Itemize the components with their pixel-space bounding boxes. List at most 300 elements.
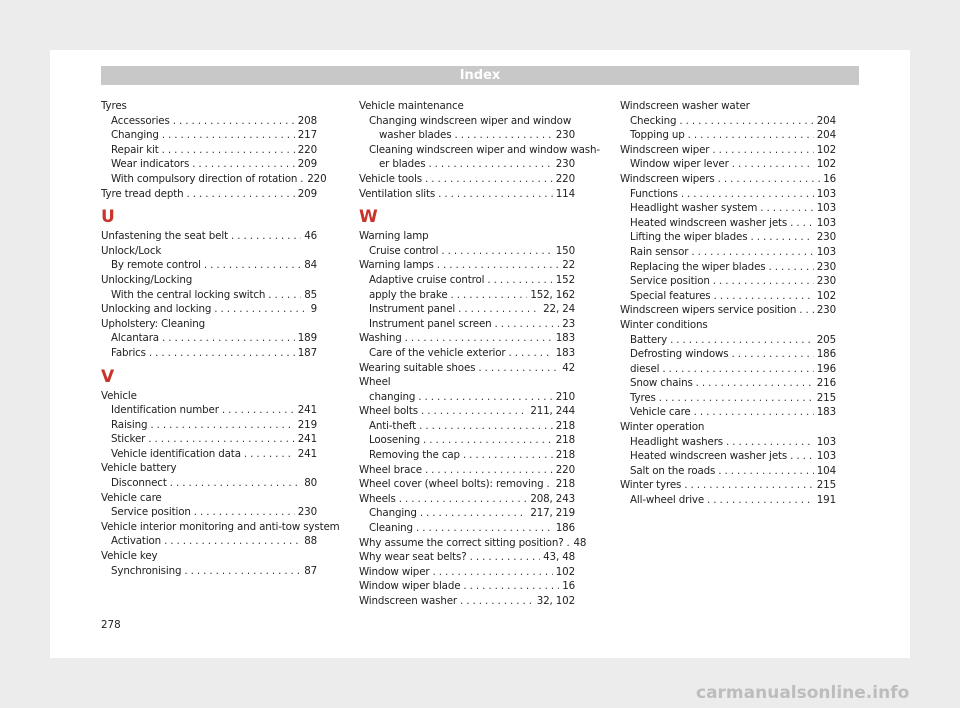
index-entry-term: Battery bbox=[630, 333, 668, 346]
index-entry-term: Changing bbox=[111, 129, 159, 142]
page-title: Index bbox=[101, 66, 859, 85]
index-entry-term: With compulsory direction of rotation bbox=[111, 172, 298, 185]
index-heading: Unlock/Lock bbox=[101, 244, 162, 257]
index-entry bbox=[359, 419, 575, 434]
dot-leader bbox=[405, 331, 553, 346]
index-entry-page: 220 bbox=[555, 172, 575, 185]
dot-leader bbox=[718, 464, 814, 479]
index-entry bbox=[359, 288, 575, 303]
dot-leader bbox=[681, 187, 814, 202]
index-entry-term: er blades bbox=[379, 158, 426, 171]
index-entry-term: Disconnect bbox=[111, 477, 167, 490]
index-entry bbox=[359, 187, 575, 202]
index-entry bbox=[359, 433, 575, 448]
index-entry-term: Accessories bbox=[111, 114, 170, 127]
index-entry-page: 219 bbox=[297, 418, 317, 431]
index-entry-term: Rain sensor bbox=[630, 245, 689, 258]
index-entry-page: 191 bbox=[816, 494, 836, 507]
index-heading: Cleaning windscreen wiper and window wash- bbox=[369, 143, 600, 156]
index-entry-page: 208, 243 bbox=[530, 492, 575, 505]
dot-leader bbox=[726, 435, 814, 450]
index-entry-page: 210 bbox=[555, 390, 575, 403]
index-entry-term: Window wiper lever bbox=[630, 158, 729, 171]
dot-leader bbox=[170, 476, 301, 491]
index-entry-page: 183 bbox=[816, 406, 836, 419]
index-heading: Vehicle maintenance bbox=[359, 100, 464, 112]
index-entry-term: Raising bbox=[111, 418, 148, 431]
index-entry-page: 103 bbox=[816, 245, 836, 258]
index-entry-term: Changing bbox=[369, 507, 417, 520]
index-entry bbox=[359, 157, 575, 172]
index-entry bbox=[620, 216, 836, 231]
index-entry-page: 230 bbox=[816, 275, 836, 288]
dot-leader bbox=[750, 230, 813, 245]
index-entry-page: 152 bbox=[555, 273, 575, 286]
index-entry bbox=[359, 594, 575, 609]
index-entry bbox=[359, 331, 575, 346]
dot-leader bbox=[222, 403, 295, 418]
dot-leader bbox=[732, 347, 814, 362]
dot-leader bbox=[421, 404, 527, 419]
index-entry-term: Windscreen washer bbox=[359, 595, 458, 607]
dot-leader bbox=[714, 289, 814, 304]
index-entry-term: Salt on the roads bbox=[630, 464, 716, 477]
dot-leader bbox=[659, 391, 814, 406]
index-entry-page: 220 bbox=[297, 143, 317, 156]
index-entry-page: 80 bbox=[304, 477, 317, 490]
index-entry-term: Warning lamps bbox=[359, 259, 434, 272]
dot-leader bbox=[184, 564, 301, 579]
index-entry-page: 241 bbox=[297, 433, 317, 446]
index-entry bbox=[101, 128, 317, 143]
dot-leader bbox=[399, 492, 528, 507]
index-letter-heading: U bbox=[101, 207, 115, 228]
dot-leader bbox=[463, 579, 559, 594]
dot-leader bbox=[732, 157, 814, 172]
index-entry bbox=[101, 288, 317, 303]
index-entry-page: 186 bbox=[555, 522, 575, 535]
index-entry-page: 16 bbox=[562, 580, 575, 593]
index-entry-page: 48 bbox=[573, 536, 587, 549]
dot-leader bbox=[150, 418, 294, 433]
index-entry-page: 211, 244 bbox=[530, 405, 575, 418]
index-entry-page: 84 bbox=[304, 259, 317, 272]
index-entry-page: 42 bbox=[562, 361, 575, 374]
index-entry-page: 218 bbox=[555, 449, 575, 462]
dot-leader bbox=[458, 302, 540, 317]
index-heading: Windscreen washer water bbox=[620, 100, 750, 112]
index-heading: Wheel bbox=[359, 376, 391, 389]
index-entry-page: 102 bbox=[816, 158, 836, 171]
index-entry-page: 46 bbox=[304, 230, 317, 243]
index-entry-page: 230 bbox=[297, 506, 317, 519]
index-entry bbox=[359, 128, 575, 143]
index-entry-term: Wear indicators bbox=[111, 158, 190, 171]
dot-leader bbox=[416, 521, 553, 536]
dot-leader bbox=[691, 245, 813, 260]
page-number: 278 bbox=[101, 619, 121, 631]
index-entry-page: 209 bbox=[297, 158, 317, 171]
index-entry-term: Service position bbox=[630, 275, 710, 288]
index-entry bbox=[101, 564, 317, 579]
index-heading: Vehicle care bbox=[101, 491, 162, 504]
index-entry-term: Tyres bbox=[630, 391, 656, 404]
dot-leader bbox=[173, 114, 295, 129]
index-heading: Vehicle battery bbox=[101, 462, 177, 475]
index-entry-page: 216 bbox=[816, 377, 836, 390]
index-entry bbox=[620, 230, 836, 245]
dot-leader bbox=[718, 172, 821, 187]
dot-leader bbox=[423, 433, 553, 448]
index-entry-page: 215 bbox=[816, 479, 836, 492]
dot-leader bbox=[696, 376, 814, 391]
index-entry-page: 103 bbox=[816, 216, 836, 229]
index-entry bbox=[101, 302, 317, 317]
index-entry-term: Care of the vehicle exterior bbox=[369, 346, 506, 359]
dot-leader bbox=[768, 260, 813, 275]
index-entry-page: 183 bbox=[555, 346, 575, 359]
index-entry-page: 220 bbox=[307, 172, 327, 185]
index-heading: Unlocking/Locking bbox=[101, 273, 193, 286]
index-entry bbox=[101, 258, 317, 273]
dot-leader bbox=[790, 216, 814, 231]
index-entry-term: Vehicle tools bbox=[359, 172, 423, 185]
index-entry-term: Unfastening the seat belt bbox=[101, 230, 228, 243]
dot-leader bbox=[244, 447, 295, 462]
index-entry bbox=[620, 289, 836, 304]
index-entry-term: Loosening bbox=[369, 434, 420, 447]
index-entry-term: Ventilation slits bbox=[359, 187, 436, 200]
dot-leader bbox=[799, 303, 814, 318]
index-entry-term: Removing the cap bbox=[369, 449, 460, 462]
index-entry-term: Functions bbox=[630, 187, 678, 200]
index-entry bbox=[359, 550, 575, 565]
index-entry-term: Windscreen wipers service position bbox=[620, 304, 797, 317]
dot-leader bbox=[438, 187, 553, 202]
index-entry bbox=[101, 157, 317, 172]
index-entry bbox=[101, 346, 317, 361]
index-entry-page: 218 bbox=[555, 419, 575, 432]
index-entry-term: Synchronising bbox=[111, 564, 182, 577]
dot-leader bbox=[231, 229, 301, 244]
index-entry bbox=[101, 447, 317, 462]
index-entry-term: Replacing the wiper blades bbox=[630, 260, 766, 273]
index-entry bbox=[359, 448, 575, 463]
index-entry-page: 102 bbox=[816, 289, 836, 302]
index-heading: Upholstery: Cleaning bbox=[101, 317, 205, 330]
index-entry bbox=[359, 404, 575, 419]
dot-leader bbox=[432, 565, 552, 580]
index-entry-term: Wheel cover (wheel bolts): removing bbox=[359, 478, 544, 491]
index-entry-page: 189 bbox=[297, 332, 317, 345]
index-entry bbox=[359, 244, 575, 259]
index-entry-term: apply the brake bbox=[369, 288, 448, 301]
index-entry bbox=[620, 172, 836, 187]
index-entry-page: 22 bbox=[562, 259, 575, 272]
dot-leader bbox=[162, 128, 295, 143]
index-entry bbox=[620, 260, 836, 275]
index-entry-term: Alcantara bbox=[111, 332, 159, 345]
index-entry bbox=[359, 172, 575, 187]
index-entry-term: Why assume the correct sitting position? bbox=[359, 536, 564, 549]
index-entry bbox=[359, 361, 575, 376]
dot-leader bbox=[300, 172, 304, 187]
index-entry-term: Activation bbox=[111, 535, 162, 548]
index-entry-term: Heated windscreen washer jets bbox=[630, 216, 788, 229]
index-entry bbox=[101, 432, 317, 447]
index-entry bbox=[359, 565, 575, 580]
index-entry bbox=[101, 476, 317, 491]
dot-leader bbox=[441, 244, 552, 259]
dot-leader bbox=[268, 288, 301, 303]
index-entry-term: Fabrics bbox=[111, 346, 146, 359]
index-entry-term: Identification number bbox=[111, 404, 219, 417]
index-entry-term: Wearing suitable shoes bbox=[359, 361, 476, 374]
index-entry bbox=[359, 521, 575, 536]
index-column-2 bbox=[359, 99, 600, 609]
index-entry-page: 208 bbox=[297, 114, 317, 127]
index-entry-page: 88 bbox=[304, 535, 317, 548]
index-entry-term: washer blades bbox=[379, 129, 452, 142]
index-entry bbox=[620, 143, 836, 158]
index-heading: Warning lamp bbox=[359, 230, 429, 243]
index-heading: Winter conditions bbox=[620, 318, 708, 331]
index-entry-term: Wheel bolts bbox=[359, 405, 418, 418]
index-entry-page: 187 bbox=[297, 346, 317, 359]
index-entry-page: 220 bbox=[555, 463, 575, 476]
dot-leader bbox=[707, 493, 814, 508]
index-entry-term: Special features bbox=[630, 289, 711, 302]
index-entry-term: Sticker bbox=[111, 433, 146, 446]
index-entry-term: Snow chains bbox=[630, 377, 693, 390]
dot-leader bbox=[508, 346, 552, 361]
dot-leader bbox=[164, 534, 301, 549]
index-entry bbox=[359, 477, 575, 492]
index-entry bbox=[620, 303, 836, 318]
index-heading: Vehicle interior monitoring and anti-tow system bbox=[101, 520, 340, 533]
index-entry bbox=[620, 114, 836, 129]
index-entry-page: 102 bbox=[555, 565, 575, 578]
index-entry bbox=[101, 418, 317, 433]
index-column-1 bbox=[101, 99, 340, 578]
index-entry bbox=[620, 376, 836, 391]
index-entry-page: 85 bbox=[304, 288, 317, 301]
index-entry-term: Wheel brace bbox=[359, 463, 422, 476]
dot-leader bbox=[679, 114, 813, 129]
index-entry-page: 186 bbox=[816, 348, 836, 361]
dot-leader bbox=[148, 432, 295, 447]
index-entry bbox=[101, 534, 317, 549]
index-entry bbox=[620, 449, 836, 464]
index-entry bbox=[359, 536, 587, 551]
watermark: carmanualsonline.info bbox=[696, 683, 910, 703]
index-entry-term: Washing bbox=[359, 332, 402, 345]
index-entry-term: Repair kit bbox=[111, 143, 159, 156]
index-entry-term: Why wear seat belts? bbox=[359, 551, 467, 564]
index-entry-term: Windscreen wiper bbox=[620, 143, 710, 156]
index-entry-term: Instrument panel bbox=[369, 303, 456, 316]
index-entry-term: Lifting the wiper blades bbox=[630, 231, 748, 244]
dot-leader bbox=[437, 258, 559, 273]
index-entry bbox=[101, 403, 317, 418]
index-entry-term: Window wiper bbox=[359, 565, 430, 578]
dot-leader bbox=[684, 478, 814, 493]
index-entry-page: 102 bbox=[816, 143, 836, 156]
index-entry bbox=[620, 391, 836, 406]
dot-leader bbox=[425, 172, 553, 187]
index-entry-term: Topping up bbox=[630, 129, 685, 142]
dot-leader bbox=[425, 463, 553, 478]
index-entry bbox=[620, 435, 836, 450]
index-heading: Vehicle key bbox=[101, 550, 158, 563]
index-entry-page: 103 bbox=[816, 435, 836, 448]
index-entry-page: 218 bbox=[555, 434, 575, 447]
index-entry-term: Unlocking and locking bbox=[101, 303, 212, 316]
index-entry-term: Headlight washer system bbox=[630, 202, 758, 215]
index-entry-term: Vehicle identification data bbox=[111, 447, 241, 460]
index-entry-term: By remote control bbox=[111, 259, 201, 272]
index-entry bbox=[620, 201, 836, 216]
index-entry-term: Vehicle care bbox=[630, 406, 691, 419]
index-entry bbox=[359, 258, 575, 273]
index-entry bbox=[359, 317, 575, 332]
index-entry-page: 23 bbox=[562, 317, 575, 330]
index-entry-term: Tyre tread depth bbox=[101, 187, 184, 200]
index-entry-page: 230 bbox=[816, 304, 836, 317]
index-entry-term: Checking bbox=[630, 114, 677, 127]
index-entry-page: 150 bbox=[555, 244, 575, 257]
index-entry-term: Windscreen wipers bbox=[620, 172, 715, 185]
index-entry bbox=[359, 492, 575, 507]
index-entry bbox=[359, 346, 575, 361]
dot-leader bbox=[186, 187, 294, 202]
dot-leader bbox=[460, 594, 534, 609]
dot-leader bbox=[546, 477, 552, 492]
index-entry bbox=[620, 245, 836, 260]
index-entry-page: 87 bbox=[304, 564, 317, 577]
index-entry-term: Winter tyres bbox=[620, 479, 682, 492]
index-entry-page: 230 bbox=[816, 231, 836, 244]
index-entry-term: Instrument panel screen bbox=[369, 317, 492, 330]
index-entry-page: 209 bbox=[297, 187, 317, 200]
index-entry bbox=[359, 579, 575, 594]
index-entry-page: 205 bbox=[816, 333, 836, 346]
dot-leader bbox=[204, 258, 301, 273]
index-entry-term: diesel bbox=[630, 362, 660, 375]
dot-leader bbox=[149, 346, 295, 361]
dot-leader bbox=[428, 157, 552, 172]
index-entry-page: 103 bbox=[816, 202, 836, 215]
index-entry bbox=[101, 331, 317, 346]
index-entry-page: 103 bbox=[816, 450, 836, 463]
index-entry-page: 230 bbox=[555, 129, 575, 142]
index-letter-heading: W bbox=[359, 207, 378, 228]
index-entry-page: 22, 24 bbox=[543, 303, 575, 316]
dot-leader bbox=[688, 128, 814, 143]
index-entry bbox=[620, 362, 836, 377]
index-entry-term: changing bbox=[369, 390, 416, 403]
index-entry-page: 241 bbox=[297, 447, 317, 460]
index-entry bbox=[359, 302, 575, 317]
dot-leader bbox=[478, 361, 559, 376]
index-entry bbox=[620, 274, 836, 289]
index-entry bbox=[620, 128, 836, 143]
dot-leader bbox=[194, 505, 295, 520]
index-entry-term: Cleaning bbox=[369, 522, 413, 535]
index-entry bbox=[101, 505, 317, 520]
index-entry bbox=[620, 493, 836, 508]
index-entry-term: Heated windscreen washer jets bbox=[630, 450, 788, 463]
dot-leader bbox=[470, 550, 541, 565]
dot-leader bbox=[760, 201, 814, 216]
index-entry-page: 217 bbox=[297, 129, 317, 142]
dot-leader bbox=[419, 419, 553, 434]
index-entry-page: 230 bbox=[555, 158, 575, 171]
index-entry-page: 196 bbox=[816, 362, 836, 375]
dot-leader bbox=[713, 274, 814, 289]
index-entry-term: Adaptive cruise control bbox=[369, 273, 485, 286]
dot-leader bbox=[162, 331, 295, 346]
dot-leader bbox=[670, 333, 814, 348]
index-entry bbox=[620, 464, 836, 479]
index-entry-page: 230 bbox=[816, 260, 836, 273]
index-letter-heading: V bbox=[101, 366, 115, 387]
index-heading: Winter operation bbox=[620, 421, 705, 434]
index-entry-term: All-wheel drive bbox=[630, 494, 705, 507]
dot-leader bbox=[451, 288, 528, 303]
index-entry bbox=[620, 333, 836, 348]
index-entry-term: Service position bbox=[111, 506, 191, 519]
index-entry-page: 9 bbox=[310, 303, 317, 316]
index-heading: Changing windscreen wiper and window bbox=[369, 114, 572, 127]
index-entry-page: 152, 162 bbox=[530, 288, 575, 301]
dot-leader bbox=[712, 143, 813, 158]
index-entry bbox=[620, 347, 836, 362]
dot-leader bbox=[454, 128, 552, 143]
index-entry-page: 32, 102 bbox=[536, 595, 575, 607]
index-entry bbox=[359, 390, 575, 405]
dot-leader bbox=[192, 157, 295, 172]
index-entry bbox=[620, 405, 836, 420]
index-entry-term: Defrosting windows bbox=[630, 348, 729, 361]
index-entry-term: Anti-theft bbox=[369, 419, 417, 432]
index-heading: Vehicle bbox=[101, 389, 137, 402]
index-entry bbox=[620, 187, 836, 202]
index-entry-term: Headlight washers bbox=[630, 435, 724, 448]
index-entry-page: 204 bbox=[816, 114, 836, 127]
index-entry bbox=[101, 114, 317, 129]
dot-leader bbox=[487, 273, 552, 288]
index-entry bbox=[101, 143, 317, 158]
index-entry-term: Wheels bbox=[359, 492, 396, 505]
index-entry bbox=[101, 229, 317, 244]
index-entry-page: 241 bbox=[297, 404, 317, 417]
index-entry bbox=[359, 273, 575, 288]
dot-leader bbox=[567, 536, 571, 551]
index-entry-term: Cruise control bbox=[369, 244, 439, 257]
index-entry bbox=[101, 172, 327, 187]
dot-leader bbox=[790, 449, 814, 464]
index-entry-term: With the central locking switch bbox=[111, 288, 266, 301]
index-entry bbox=[359, 506, 575, 521]
dot-leader bbox=[662, 362, 813, 377]
index-entry bbox=[620, 157, 836, 172]
index-column-3 bbox=[620, 99, 836, 508]
dot-leader bbox=[418, 390, 552, 405]
index-entry-page: 204 bbox=[816, 129, 836, 142]
dot-leader bbox=[495, 317, 560, 332]
dot-leader bbox=[214, 302, 307, 317]
